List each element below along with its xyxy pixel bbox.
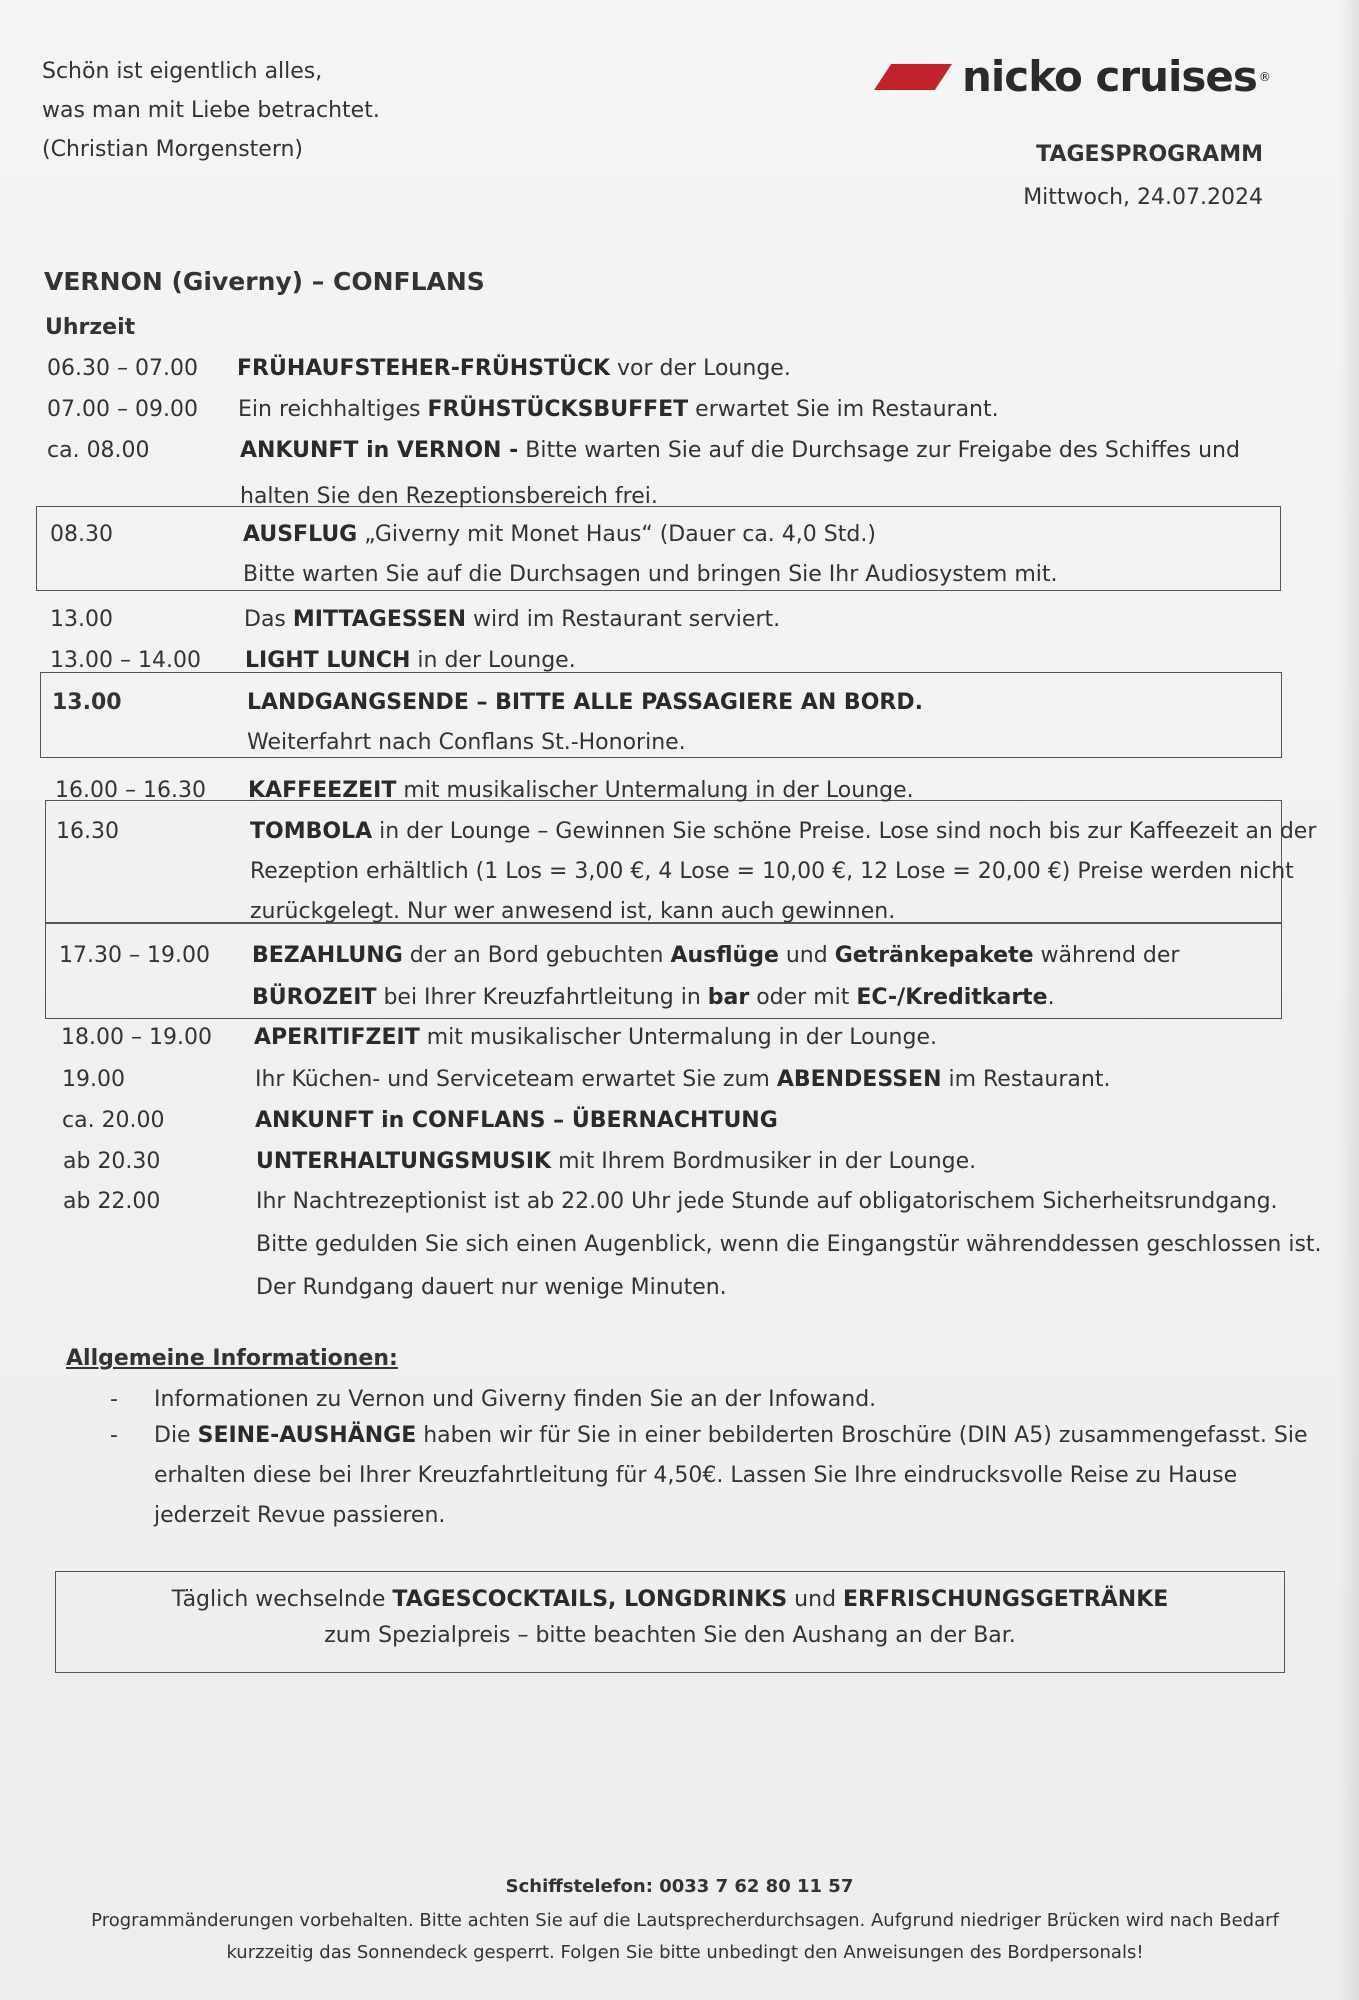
schedule-time: ab 22.00: [63, 1189, 161, 1214]
schedule-line: [252, 936, 1179, 978]
schedule-line-segment: vor der Lounge.: [610, 356, 791, 381]
schedule-line-segment: oder mit: [749, 985, 857, 1010]
cocktail-line-segment: ERFRISCHUNGSGETRÄNKE: [843, 1587, 1169, 1612]
logo-mark-icon: [874, 64, 952, 90]
schedule-line-segment: mit Ihrem Bordmusiker in der Lounge.: [551, 1149, 977, 1174]
schedule-line-segment: Bitte warten Sie auf die Durchsagen und bringen Sie Ihr Audiosystem mit.: [243, 562, 1058, 587]
schedule-description: [245, 641, 576, 681]
schedule-line-segment: MITTAGESSEN: [292, 607, 467, 632]
cocktail-line-segment: zum Spezialpreis – bitte beachten Sie den Aushang an der Bar.: [324, 1623, 1016, 1648]
schedule-time: 06.30 – 07.00: [47, 356, 198, 381]
schedule-line: [256, 1142, 976, 1182]
schedule-line-segment: zurückgelegt. Nur wer anwesend ist, kann auch gewinnen.: [250, 899, 896, 924]
schedule-description: [237, 349, 791, 389]
schedule-description: [247, 683, 923, 763]
schedule-line-segment: BÜROZEIT: [252, 985, 377, 1010]
bullet-line-segment: jederzeit Revue passieren.: [154, 1503, 446, 1528]
schedule-line-segment: erwartet Sie im Restaurant.: [688, 397, 999, 422]
quote-line: was man mit Liebe betrachtet.: [42, 98, 380, 123]
schedule-time: ab 20.30: [63, 1149, 161, 1174]
schedule-line: [250, 812, 1316, 852]
cocktail-line: [56, 1582, 1284, 1618]
document-title: TAGESPROGRAMM: [1036, 142, 1263, 167]
bullet-line-segment: SEINE-AUSHÄNGE: [197, 1423, 417, 1448]
schedule-line-segment: Rezeption erhältlich (1 Los = 3,00 €, 4 Lose = 10,00 €, 12 Lose = 20,00 €) Preise werden nicht: [250, 859, 1294, 884]
cocktail-line-segment: TAGESCOCKTAILS, LONGDRINKS: [392, 1587, 788, 1612]
schedule-line-segment: in der Lounge.: [410, 648, 576, 673]
schedule-line: [254, 1018, 937, 1058]
schedule-line-segment: Bitte gedulden Sie sich einen Augenblick, wenn die Eingangstür währenddessen geschlossen ist.: [256, 1232, 1322, 1257]
schedule-line-segment: TOMBOLA: [250, 819, 373, 844]
schedule-line-segment: Getränkepakete: [834, 943, 1034, 968]
cocktail-line-segment: und: [787, 1587, 844, 1612]
schedule-line-segment: während der: [1033, 943, 1180, 968]
schedule-description: [240, 431, 1240, 523]
footer-note-line: kurzzeitig das Sonnendeck gesperrt. Folgen Sie bitte unbedingt den Anweisungen des Bordpersonals!: [226, 1942, 1144, 1963]
schedule-line-segment: bar: [707, 985, 750, 1010]
schedule-time: 08.30: [50, 522, 113, 547]
schedule-time: 16.30: [56, 819, 119, 844]
schedule-line-segment: Ihr Küchen- und Serviceteam erwartet Sie zum: [255, 1067, 777, 1092]
schedule-line-segment: Ausflüge: [670, 943, 779, 968]
schedule-line-segment: mit musikalischer Untermalung in der Lounge.: [396, 778, 914, 803]
schedule-description: [243, 515, 1057, 595]
schedule-line: [238, 390, 999, 430]
bullet-dash: -: [110, 1387, 118, 1412]
schedule-line: [243, 515, 1057, 555]
quote-line: Schön ist eigentlich alles,: [42, 59, 323, 84]
schedule-line-segment: FRÜHAUFSTEHER-FRÜHSTÜCK: [237, 356, 611, 381]
cocktail-line: [56, 1618, 1284, 1654]
schedule-description: [238, 390, 999, 430]
schedule-line: [248, 771, 914, 811]
schedule-line-segment: halten Sie den Rezeptionsbereich frei.: [240, 484, 658, 509]
schedule-line: [256, 1225, 1322, 1268]
schedule-line-segment: APERITIFZEIT: [254, 1025, 420, 1050]
schedule-time: ca. 20.00: [62, 1108, 165, 1133]
schedule-time: 07.00 – 09.00: [47, 397, 198, 422]
bullet-line: [154, 1456, 1307, 1496]
schedule-description: [250, 812, 1316, 932]
bullet-line-segment: erhalten diese bei Ihrer Kreuzfahrtleitung für 4,50€. Lassen Sie Ihre eindrucksvolle Reise zu Hause: [154, 1463, 1238, 1488]
bullet-line: [154, 1416, 1307, 1456]
schedule-time: 17.30 – 19.00: [59, 943, 210, 968]
schedule-line-segment: „Giverny mit Monet Haus“ (Dauer ca. 4,0 Std.): [357, 522, 876, 547]
cocktail-notice: [55, 1571, 1285, 1673]
schedule-line-segment: der an Bord gebuchten: [402, 943, 671, 968]
schedule-line: [244, 600, 780, 640]
schedule-line-segment: Das: [244, 607, 293, 632]
schedule-line-segment: Ein reichhaltiges: [238, 397, 428, 422]
bullet-dash: -: [110, 1423, 118, 1448]
schedule-line: [243, 555, 1057, 595]
schedule-line: [250, 852, 1316, 892]
schedule-description: [248, 771, 914, 811]
schedule-time: 16.00 – 16.30: [55, 778, 206, 803]
footer-note-line: Programmänderungen vorbehalten. Bitte achten Sie auf die Lautsprecherdurchsagen. Aufgrund niedriger Brücken wird nach Bedarf: [91, 1910, 1279, 1931]
schedule-time: 13.00: [52, 690, 122, 715]
bullet-line-segment: Informationen zu Vernon und Giverny finden Sie an der Infowand.: [154, 1387, 877, 1412]
schedule-description: [244, 600, 780, 640]
schedule-line: [247, 683, 923, 723]
bullet-line-segment: haben wir für Sie in einer bebilderten Broschüre (DIN A5) zusammengefasst. Sie: [416, 1423, 1308, 1448]
schedule-description: [252, 936, 1179, 1020]
schedule-line-segment: Der Rundgang dauert nur wenige Minuten.: [256, 1275, 727, 1300]
schedule-line-segment: und: [778, 943, 835, 968]
schedule-line-segment: ANKUNFT in VERNON -: [240, 438, 519, 463]
schedule-description: [255, 1060, 1110, 1100]
registered-mark: ®: [1258, 70, 1271, 84]
schedule-line: [256, 1182, 1322, 1225]
schedule-time: 19.00: [62, 1067, 125, 1092]
route-heading: VERNON (Giverny) – CONFLANS: [44, 267, 485, 296]
logo-wordmark: nicko cruises: [962, 52, 1257, 101]
schedule-line-segment: EC-/Kreditkarte: [856, 985, 1048, 1010]
schedule-line: [245, 641, 576, 681]
bullet-text: [154, 1416, 1307, 1536]
schedule-description: [256, 1182, 1322, 1311]
cocktail-line-segment: Täglich wechselnde: [171, 1587, 393, 1612]
schedule-line-segment: BEZAHLUNG: [252, 943, 403, 968]
schedule-line-segment: Ihr Nachtrezeptionist ist ab 22.00 Uhr jede Stunde auf obligatorischem Sicherheitsrundgang.: [256, 1189, 1278, 1214]
bullet-text: [154, 1380, 876, 1420]
schedule-line: [250, 892, 1316, 932]
schedule-line: [252, 978, 1179, 1020]
schedule-description: [254, 1018, 937, 1058]
schedule-time: 18.00 – 19.00: [61, 1025, 212, 1050]
quote-author: (Christian Morgenstern): [42, 137, 304, 162]
schedule-description: [256, 1142, 976, 1182]
schedule-line: [237, 349, 791, 389]
schedule-line-segment: AUSFLUG: [243, 522, 358, 547]
schedule-line: [255, 1060, 1110, 1100]
schedule-line-segment: Bitte warten Sie auf die Durchsage zur Freigabe des Schiffes und: [518, 438, 1240, 463]
schedule-line: [256, 1268, 1322, 1311]
schedule-time: 13.00: [50, 607, 113, 632]
schedule-line-segment: LIGHT LUNCH: [245, 648, 411, 673]
general-info-heading: Allgemeine Informationen:: [66, 1346, 398, 1371]
schedule-line-segment: LANDGANGSENDE – BITTE ALLE PASSAGIERE AN BORD.: [247, 690, 923, 715]
footer-note: [60, 1905, 1310, 1969]
schedule-line-segment: .: [1047, 985, 1055, 1010]
bullet-line-segment: Die: [154, 1423, 198, 1448]
schedule-line: [247, 723, 923, 763]
schedule-line: [255, 1101, 778, 1141]
document-date: Mittwoch, 24.07.2024: [1023, 185, 1263, 210]
schedule-line-segment: mit musikalischer Untermalung in der Lounge.: [419, 1025, 937, 1050]
schedule-time: ca. 08.00: [47, 438, 150, 463]
schedule-line-segment: Weiterfahrt nach Conflans St.-Honorine.: [247, 730, 686, 755]
bullet-line: [154, 1496, 1307, 1536]
schedule-line-segment: UNTERHALTUNGSMUSIK: [256, 1149, 552, 1174]
schedule-line: [240, 431, 1240, 477]
schedule-line-segment: wird im Restaurant serviert.: [466, 607, 781, 632]
ship-phone: Schiffstelefon: 0033 7 62 80 11 57: [505, 1876, 854, 1897]
nicko-cruises-logo: [874, 52, 1271, 101]
schedule-description: [255, 1101, 778, 1141]
schedule-time: 13.00 – 14.00: [50, 648, 201, 673]
schedule-line-segment: ANKUNFT in CONFLANS – ÜBERNACHTUNG: [255, 1108, 778, 1133]
quote: [42, 52, 380, 169]
schedule-line-segment: bei Ihrer Kreuzfahrtleitung in: [376, 985, 708, 1010]
bullet-line: [154, 1380, 876, 1420]
schedule-line-segment: ABENDESSEN: [776, 1067, 942, 1092]
schedule-line-segment: FRÜHSTÜCKSBUFFET: [427, 397, 689, 422]
time-column-header: Uhrzeit: [45, 315, 136, 340]
schedule-line-segment: KAFFEEZEIT: [248, 778, 397, 803]
schedule-line-segment: in der Lounge – Gewinnen Sie schöne Preise. Lose sind noch bis zur Kaffeezeit an der: [372, 819, 1317, 844]
schedule-line-segment: im Restaurant.: [941, 1067, 1111, 1092]
